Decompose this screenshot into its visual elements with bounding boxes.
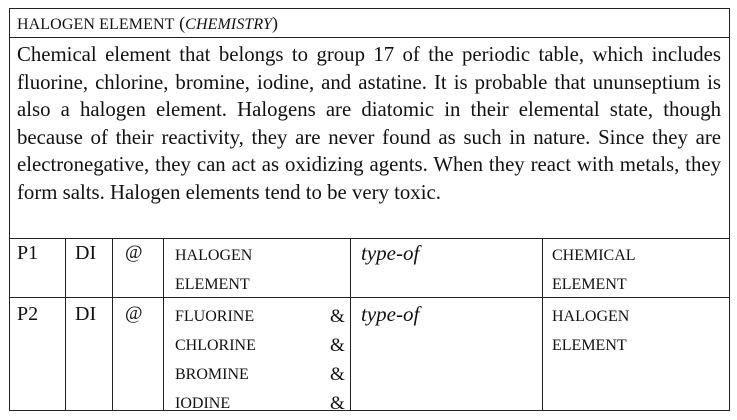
title-open-paren: (	[174, 13, 186, 33]
row-id: P1	[10, 239, 66, 297]
argument-line	[175, 360, 350, 389]
entry-term: HALOGEN ELEMENT	[17, 16, 175, 33]
argument-text: CHLORINE	[175, 337, 256, 354]
row-target	[543, 239, 729, 297]
row-at-symbol: @	[113, 298, 164, 411]
row-target	[543, 298, 729, 411]
ampersand: &	[330, 393, 345, 414]
row-relation: type-of	[351, 239, 543, 297]
target-line: CHEMICAL	[552, 247, 636, 264]
argument-text: FLUORINE	[175, 308, 255, 325]
relation-table	[10, 239, 729, 414]
argument-text: ELEMENT	[175, 276, 250, 293]
row-id: P2	[10, 298, 66, 411]
row-relation: type-of	[351, 298, 543, 411]
entry-definition: Chemical element that belongs to group 17 of the periodic table, which includes fluorine, chlorine, bromine, iodine, and astatine. It is probable that ununseptium is also a halogen element. Halogens are diatomic in their elemental state, though because of their reactivity, they are never found as such in nature. Since they are electronegative, they can act as oxidizing agents. When they react with metals, they form salts. Halogen elements tend to be very toxic.	[10, 38, 729, 239]
argument-text: HALOGEN	[175, 247, 253, 264]
argument-text: IODINE	[175, 395, 231, 412]
argument-text: BROMINE	[175, 366, 249, 383]
row-at-symbol: @	[113, 239, 164, 297]
glossary-entry-card	[9, 8, 730, 414]
argument-line	[175, 241, 350, 270]
ampersand: &	[330, 335, 345, 356]
row-di: DI	[66, 298, 113, 411]
target-line: ELEMENT	[552, 337, 627, 354]
argument-line	[175, 302, 350, 331]
ampersand: &	[330, 364, 345, 385]
row-arguments	[164, 239, 351, 297]
argument-line	[175, 331, 350, 360]
entry-title	[10, 9, 729, 38]
argument-line	[175, 389, 350, 418]
title-close-paren: )	[272, 13, 279, 33]
target-line: HALOGEN	[552, 308, 630, 325]
argument-line	[175, 270, 350, 299]
relation-row-p1	[10, 239, 729, 298]
row-arguments	[164, 298, 351, 414]
target-line: ELEMENT	[552, 276, 627, 293]
entry-category: CHEMISTRY	[185, 16, 273, 33]
ampersand: &	[330, 306, 345, 327]
relation-row-p2	[10, 298, 729, 414]
row-di: DI	[66, 239, 113, 297]
